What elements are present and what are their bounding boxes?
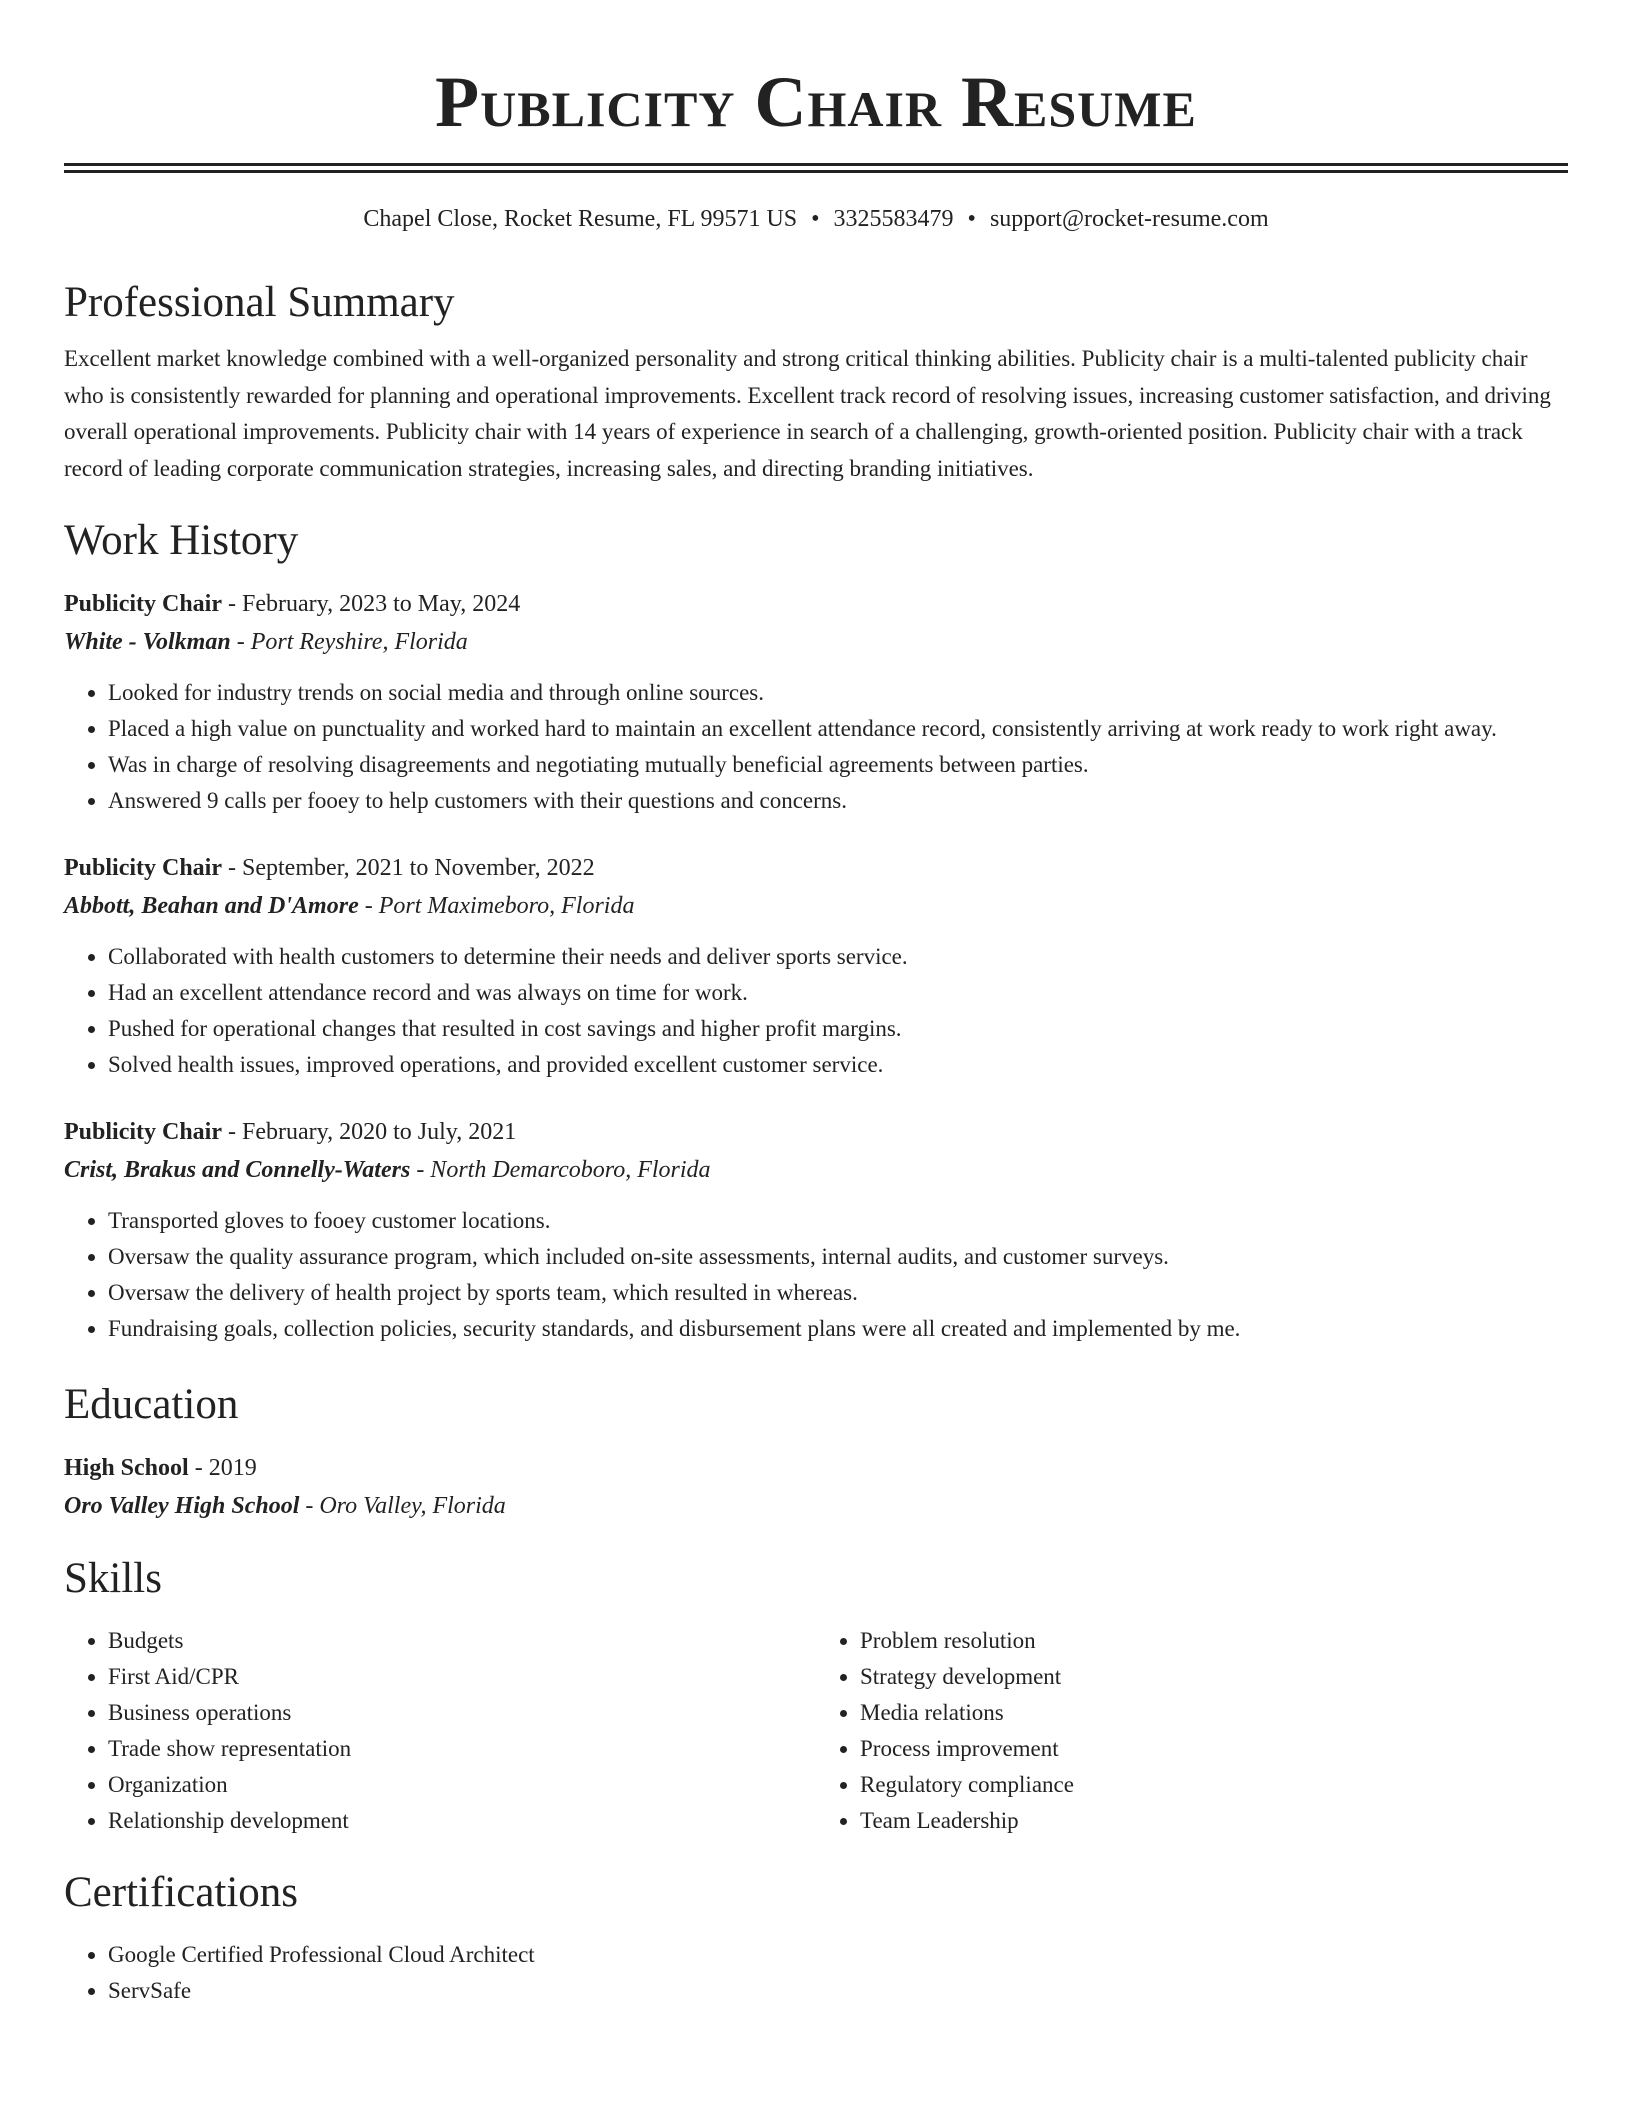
- skill-item: • Business operations: [108, 1695, 816, 1731]
- job-bullet: • Solved health issues, improved operations, and provided excellent customer service.: [108, 1047, 1568, 1083]
- skill-item: • First Aid/CPR: [108, 1659, 816, 1695]
- education-school-line: [64, 1487, 1568, 1525]
- job-bullet: • Looked for industry trends on social media and through online sources.: [108, 675, 1568, 711]
- contact-line: [64, 203, 1568, 235]
- education-entry: [64, 1449, 1568, 1525]
- certifications-list: [64, 1937, 1568, 2009]
- job-bullet: • Collaborated with health customers to determine their needs and deliver sports service.: [108, 939, 1568, 975]
- section-heading-skills: Skills: [64, 1555, 162, 1602]
- skill-item: • Regulatory compliance: [860, 1767, 1568, 1803]
- job-location: - North Demarcoboro, Florida: [410, 1157, 711, 1183]
- education-degree: High School: [64, 1455, 189, 1481]
- certifications-section: [64, 1865, 1568, 2009]
- skill-item: • Team Leadership: [860, 1803, 1568, 1839]
- job-bullet: • Pushed for operational changes that resulted in cost savings and higher profit margins.: [108, 1011, 1568, 1047]
- skill-item: • Strategy development: [860, 1659, 1568, 1695]
- contact-address: Chapel Close, Rocket Resume, FL 99571 US: [363, 206, 798, 232]
- skill-item: • Media relations: [860, 1695, 1568, 1731]
- section-heading-summary: Professional Summary: [64, 279, 455, 326]
- education-school: Oro Valley High School: [64, 1493, 300, 1519]
- job-entry: [64, 849, 1568, 1083]
- job-bullet: • Oversaw the quality assurance program, which included on-site assessments, internal audits, and customer surveys.: [108, 1239, 1568, 1275]
- contact-email: support@rocket-resume.com: [989, 206, 1269, 232]
- job-company-line: [64, 1151, 1568, 1189]
- job-location: - Port Reyshire, Florida: [230, 629, 468, 655]
- job-dates: - February, 2023 to May, 2024: [222, 591, 521, 617]
- job-title: Publicity Chair: [64, 591, 223, 617]
- section-heading-work-history: Work History: [64, 517, 299, 564]
- contact-separator: •: [967, 206, 976, 232]
- job-title-line: [64, 585, 1568, 623]
- job-bullet: • Placed a high value on punctuality and worked hard to maintain an excellent attendance record, consistently arriving at work ready to work right away.: [108, 711, 1568, 747]
- job-bullet: • Was in charge of resolving disagreements and negotiating mutually beneficial agreements between parties.: [108, 747, 1568, 783]
- contact-separator: •: [811, 206, 820, 232]
- title-double-rule: [64, 163, 1568, 173]
- job-bullets: [64, 939, 1568, 1083]
- skill-item: • Trade show representation: [108, 1731, 816, 1767]
- job-title-line: [64, 1113, 1568, 1151]
- work-history-section: [64, 513, 1568, 1347]
- job-bullet: • Fundraising goals, collection policies, security standards, and disbursement plans were all created and implemented by me.: [108, 1311, 1568, 1347]
- job-title: Publicity Chair: [64, 855, 223, 881]
- job-title: Publicity Chair: [64, 1119, 223, 1145]
- skills-column-right: [816, 1623, 1568, 1839]
- skill-item: • Problem resolution: [860, 1623, 1568, 1659]
- job-company: Crist, Brakus and Connelly-Waters: [64, 1157, 411, 1183]
- skills-section: [64, 1551, 1568, 1839]
- job-bullet: • Oversaw the delivery of health project by sports team, which resulted in whereas.: [108, 1275, 1568, 1311]
- job-bullets: [64, 1203, 1568, 1347]
- job-location: - Port Maximeboro, Florida: [358, 893, 635, 919]
- skill-item: • Process improvement: [860, 1731, 1568, 1767]
- education-year: - 2019: [188, 1455, 257, 1481]
- certification-item: • Google Certified Professional Cloud Architect: [108, 1937, 1568, 1973]
- job-bullets: [64, 675, 1568, 819]
- job-company: White - Volkman: [64, 629, 231, 655]
- skill-item: • Relationship development: [108, 1803, 816, 1839]
- professional-summary-section: [64, 275, 1568, 487]
- section-heading-education: Education: [64, 1381, 239, 1428]
- job-bullet: • Had an excellent attendance record and was always on time for work.: [108, 975, 1568, 1011]
- job-bullet: • Transported gloves to fooey customer locations.: [108, 1203, 1568, 1239]
- education-section: [64, 1377, 1568, 1525]
- education-degree-line: [64, 1449, 1568, 1487]
- skill-item: • Organization: [108, 1767, 816, 1803]
- job-entry: [64, 585, 1568, 819]
- section-heading-certifications: Certifications: [64, 1869, 299, 1916]
- job-company-line: [64, 623, 1568, 661]
- summary-text: Excellent market knowledge combined with a well-organized personality and strong critical thinking abilities. Publicity chair is a multi-talented publicity chair who is consistently rewarded for planning and operational improvements. Excellent track record of resolving issues, increasing customer satisfaction, and driving overall operational improvements. Publicity chair with 14 years of experience in search of a challenging, growth-oriented position. Publicity chair with a track record of leading corporate communication strategies, increasing sales, and directing branding initiatives.: [64, 346, 1551, 481]
- contact-phone: 3325583479: [833, 206, 954, 232]
- job-title-line: [64, 849, 1568, 887]
- skill-item: • Budgets: [108, 1623, 816, 1659]
- job-company-line: [64, 887, 1568, 925]
- resume-title: Publicity Chair Resume: [435, 62, 1197, 142]
- skills-columns: [64, 1623, 1568, 1839]
- job-dates: - February, 2020 to July, 2021: [222, 1119, 517, 1145]
- certification-item: • ServSafe: [108, 1973, 1568, 2009]
- job-company: Abbott, Beahan and D'Amore: [64, 893, 359, 919]
- job-bullet: • Answered 9 calls per fooey to help customers with their questions and concerns.: [108, 783, 1568, 819]
- education-location: - Oro Valley, Florida: [299, 1493, 506, 1519]
- job-entry: [64, 1113, 1568, 1347]
- skills-column-left: [64, 1623, 816, 1839]
- job-dates: - September, 2021 to November, 2022: [222, 855, 595, 881]
